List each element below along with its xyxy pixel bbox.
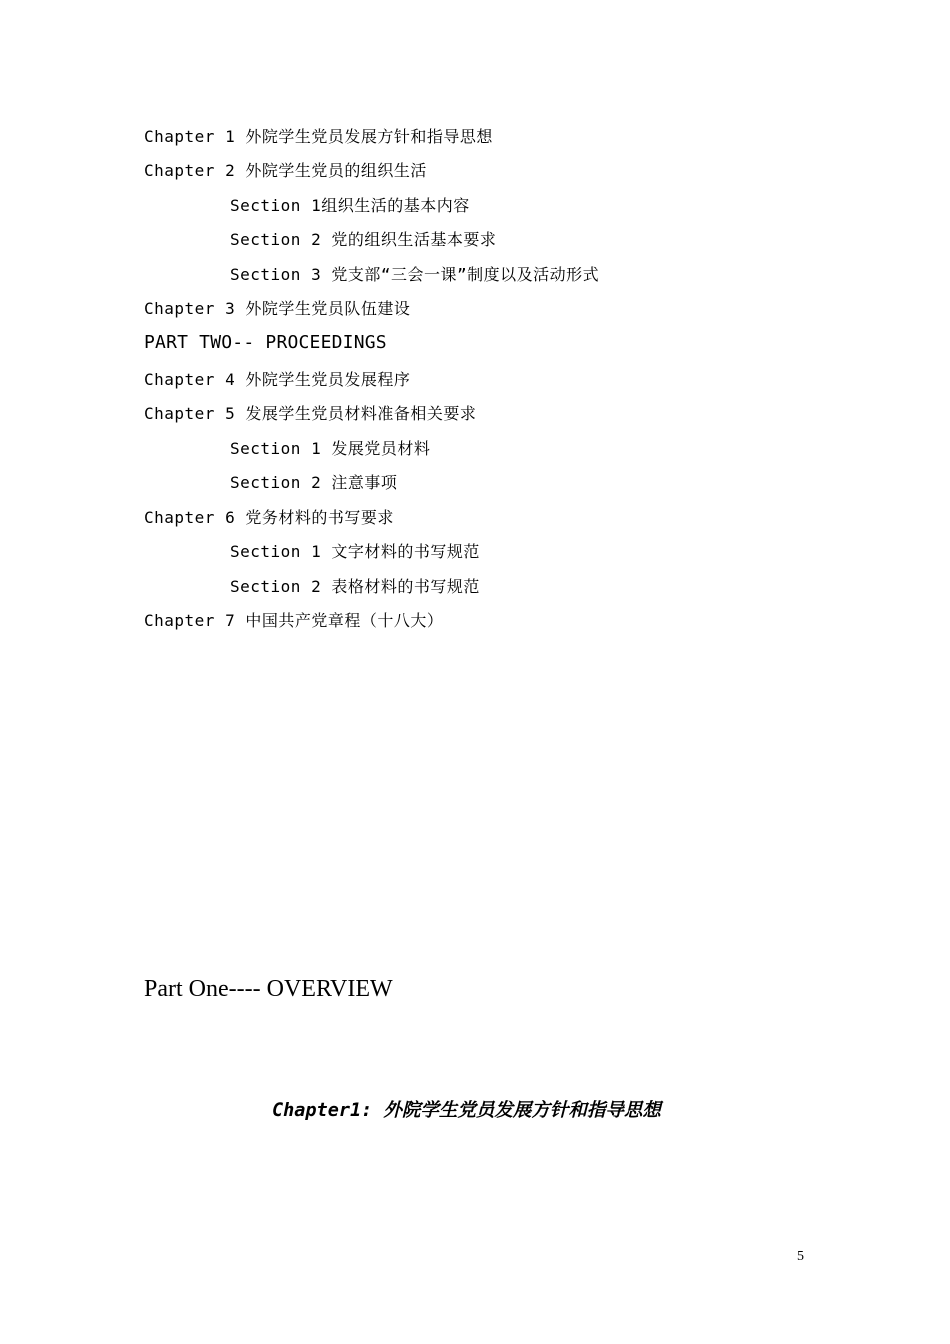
toc-chapter-2-section-3: Section 3 党支部“三会一课”制度以及活动形式 (230, 265, 600, 284)
chapter-heading: Chapter1: 外院学生党员发展方针和指导思想 (272, 1100, 661, 1121)
toc-chapter-3: Chapter 3 外院学生党员队伍建设 (144, 299, 411, 318)
toc-chapter-7: Chapter 7 中国共产党章程（十八大） (144, 611, 444, 630)
toc-chapter-4: Chapter 4 外院学生党员发展程序 (144, 370, 411, 389)
toc-chapter-5-section-1: Section 1 发展党员材料 (230, 439, 431, 458)
part-heading: Part One---- OVERVIEW (144, 976, 393, 1002)
toc-chapter-6-section-1: Section 1 文字材料的书写规范 (230, 542, 480, 561)
toc-chapter-2-section-1: Section 1组织生活的基本内容 (230, 196, 470, 215)
toc-chapter-6-section-2: Section 2 表格材料的书写规范 (230, 577, 480, 596)
toc-chapter-2-section-2: Section 2 党的组织生活基本要求 (230, 230, 497, 249)
toc-chapter-6: Chapter 6 党务材料的书写要求 (144, 508, 394, 527)
toc-chapter-5: Chapter 5 发展学生党员材料准备相关要求 (144, 404, 477, 423)
toc-chapter-1: Chapter 1 外院学生党员发展方针和指导思想 (144, 127, 493, 146)
toc-chapter-5-section-2: Section 2 注意事项 (230, 473, 398, 492)
page-number: 5 (797, 1249, 804, 1264)
toc-chapter-2: Chapter 2 外院学生党员的组织生活 (144, 161, 427, 180)
toc-part-two: PART TWO-- PROCEEDINGS (144, 332, 387, 353)
